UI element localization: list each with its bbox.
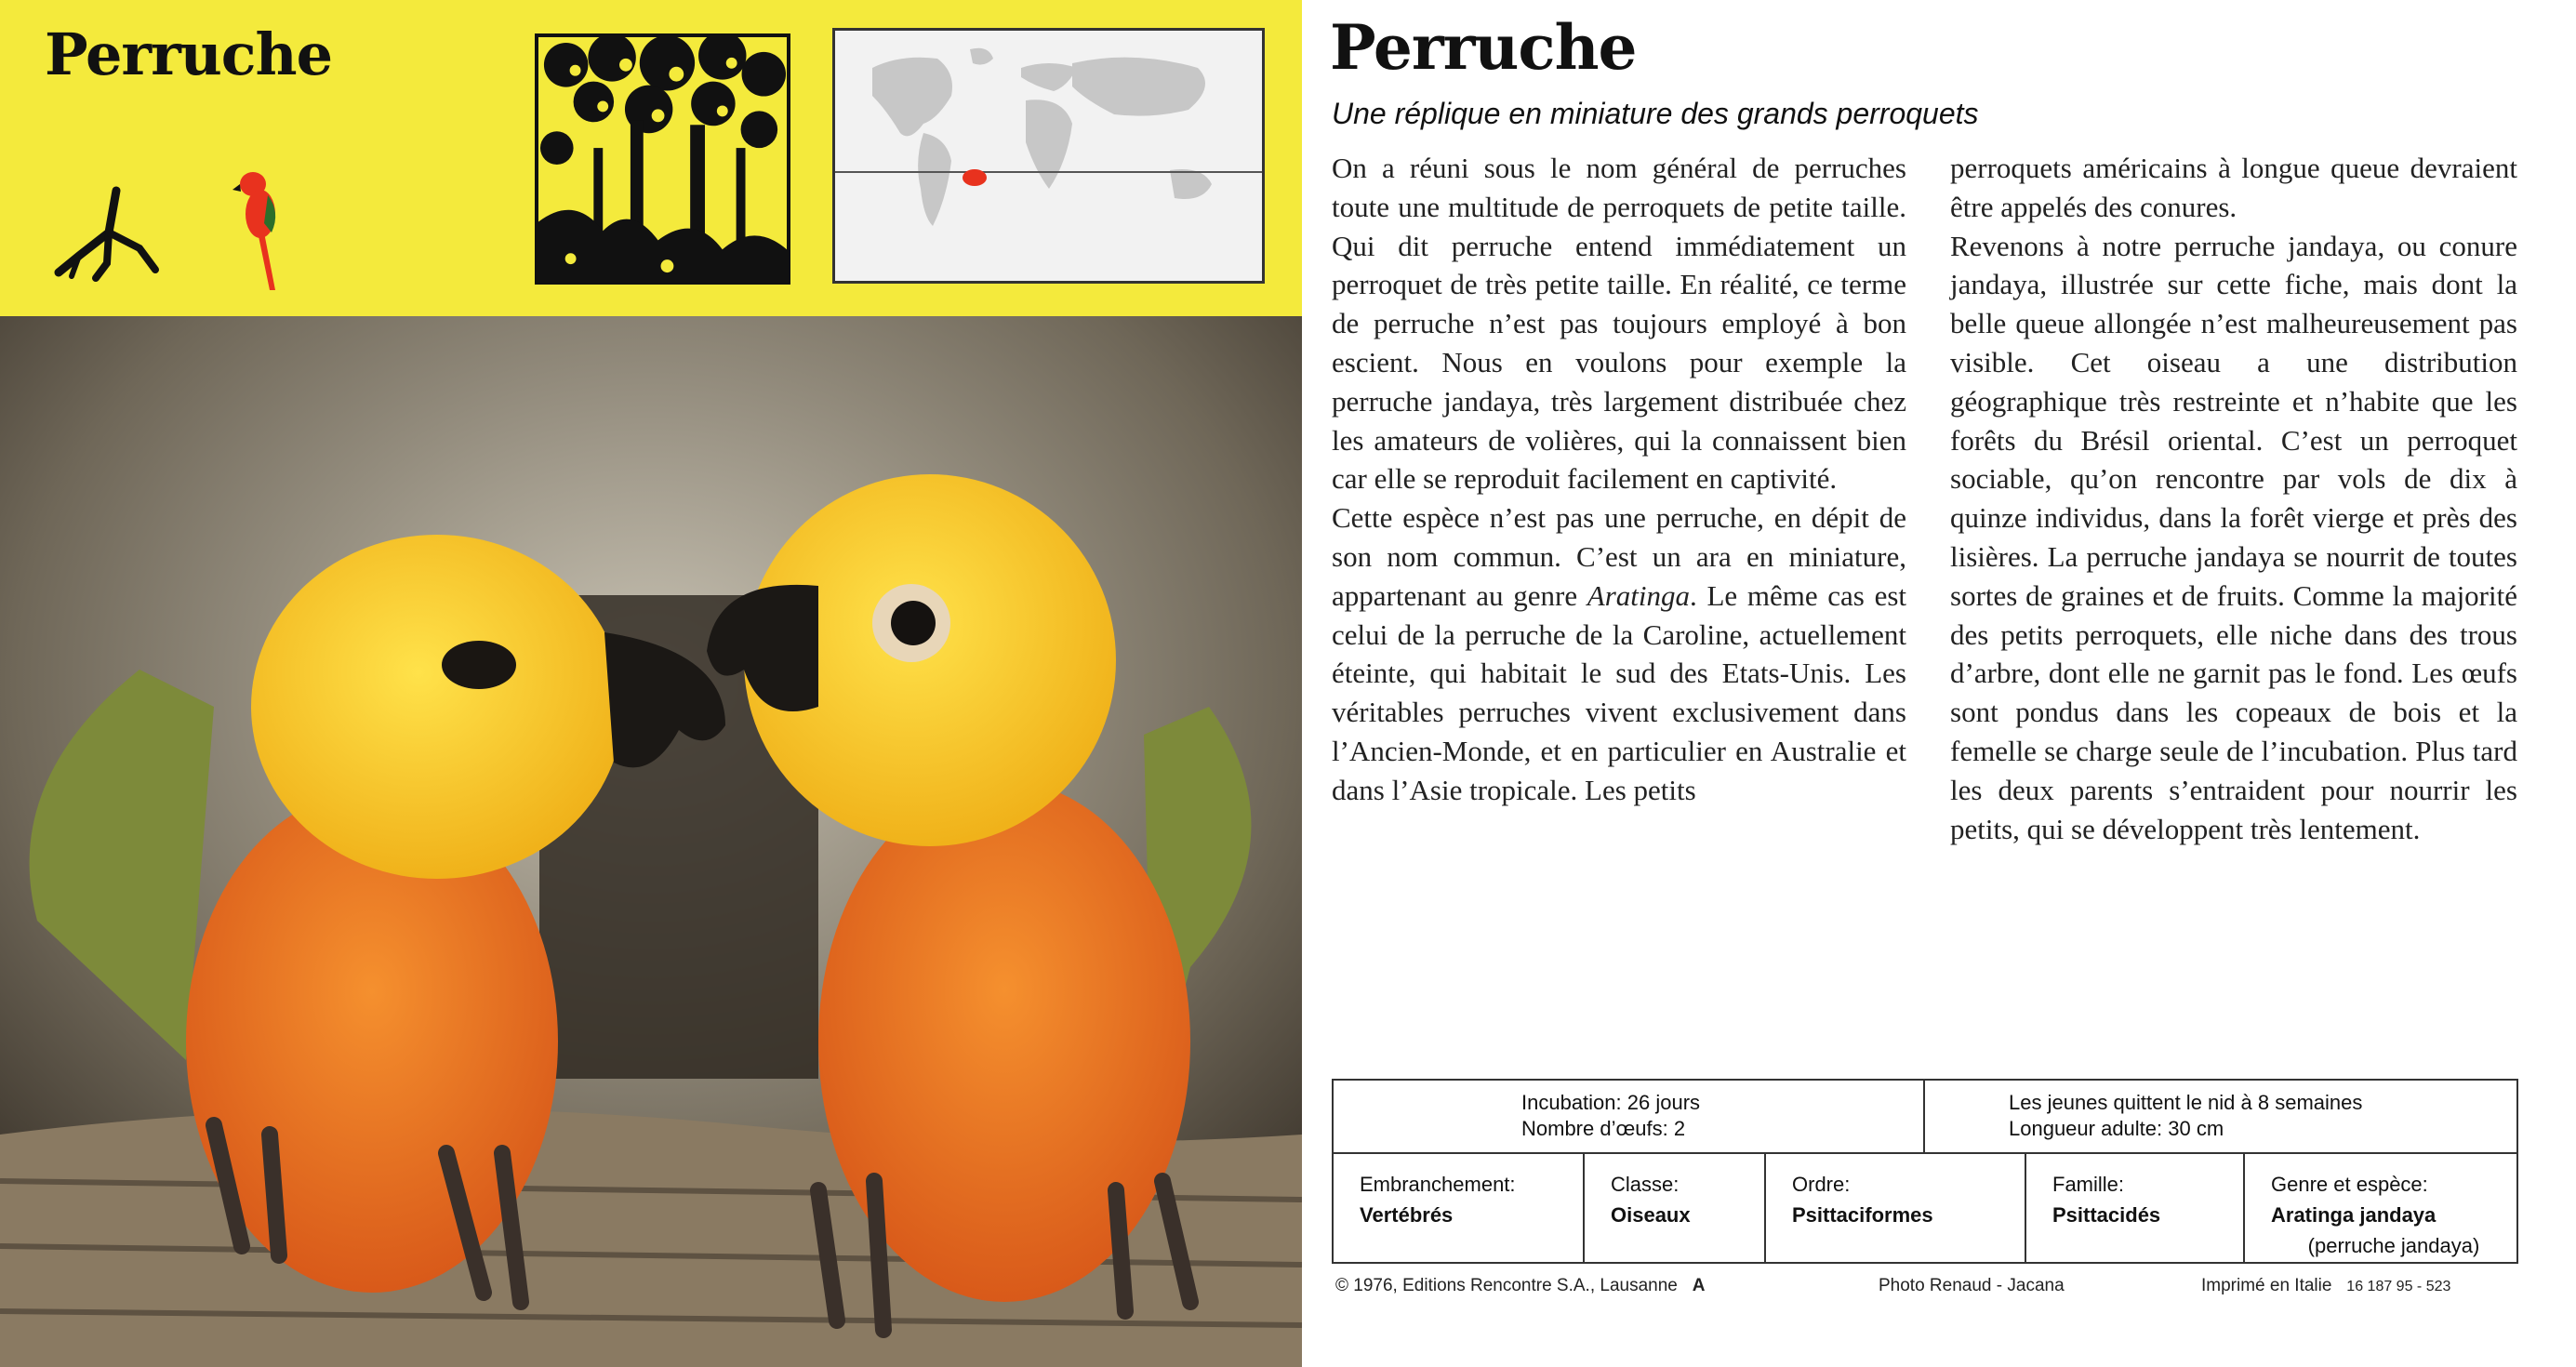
paragraph: perroquets américains à longue queue devraient être appelés des conures. (1950, 152, 2517, 223)
bird-talon-icon (51, 181, 172, 284)
world-distribution-map (832, 28, 1265, 284)
info-table (1332, 1079, 2518, 1264)
paragraph: On a réuni sous le nom général de perruches toute une multitude de perroquets de petite taille. Qui dit perruche entend immédiatement un perroquet de très petite taille. En réalité, ce terme de perruche n’est pas toujours employé à bon escient. Nous en voulons pour exemple la perruche jandaya, très largement distribuée chez les amateurs de volières, qui la connaissent bien car elle se reproduit facilement en captivité. (1332, 152, 1906, 496)
embranchement-cell: Embranchement: Vertébrés (1334, 1152, 1585, 1264)
card-title: Perruche (45, 20, 333, 88)
tropical-forest-icon (535, 33, 790, 285)
famille-cell: Famille: Psittacidés (2026, 1152, 2245, 1264)
info-row-top (1334, 1081, 2516, 1154)
paragraph: Cette espèce n’est pas une perruche, en dépit de son nom commun. C’est un ara en miniature, appartenant au genre Aratinga. Le même cas est celui de la perruche de la Caroline, actuellement éteinte, qui habitait le sud des Etats-Unis. Les véritables perruches vivent exclusivement dans l’Ancien-Monde, et en particulier en Australie et dans l’Asie tropicale. Les petits (1332, 501, 1907, 806)
page-subtitle: Une réplique en miniature des grands perroquets (1332, 97, 1979, 130)
genre-cell: Genre et espèce: Aratinga jandaya (perruche jandaya) (2271, 1173, 2480, 1257)
text-column-2 (1950, 149, 2517, 848)
text-column-1 (1332, 149, 1906, 810)
copyright-line: © 1976, Editions Rencontre S.A., Lausanne A (1335, 1276, 1706, 1295)
print-info: Imprimé en Italie 16 187 95 - 523 (2201, 1276, 2451, 1295)
classe-cell: Classe: Oiseaux (1585, 1152, 1766, 1264)
development-cell: Les jeunes quittent le nid à 8 semaines Longueur adulte: 30 cm (2009, 1091, 2363, 1140)
ordre-cell: Ordre: Psittaciformes (1766, 1152, 2026, 1264)
incubation-cell: Incubation: 26 jours Nombre d’œufs: 2 (1334, 1081, 1925, 1152)
photo-credit: Photo Renaud - Jacana (1879, 1276, 2065, 1295)
parrots-photo (0, 316, 1302, 1367)
page-title: Perruche (1330, 11, 1637, 84)
genus-name: Aratinga (1587, 578, 1691, 612)
red-parrot-icon (232, 167, 288, 293)
paragraph: Revenons à notre perruche jandaya, ou conure jandaya, illustrée sur cette fiche, mais dont la belle queue allongée n’est malheureusement pas visible. Cet oiseau a une distribution géographique très restreinte et n’habite que les forêts du Brésil oriental. C’est un perroquet sociable, qu’on rencontre par vols de dix à quinze individus, dans la forêt vierge et près des lisières. La perruche jandaya se nourrit de toutes sortes de graines et de fruits. Comme la majorité des petits perroquets, elle niche dans des trous d’arbre, dont elle ne garnit pas le fond. Les œufs sont pondus dans les copeaux de bois et la femelle se charge seule de l’incubation. Plus tard les deux parents s’entraident pour nourrir les petits, qui se développent très lentement. (1950, 229, 2517, 845)
